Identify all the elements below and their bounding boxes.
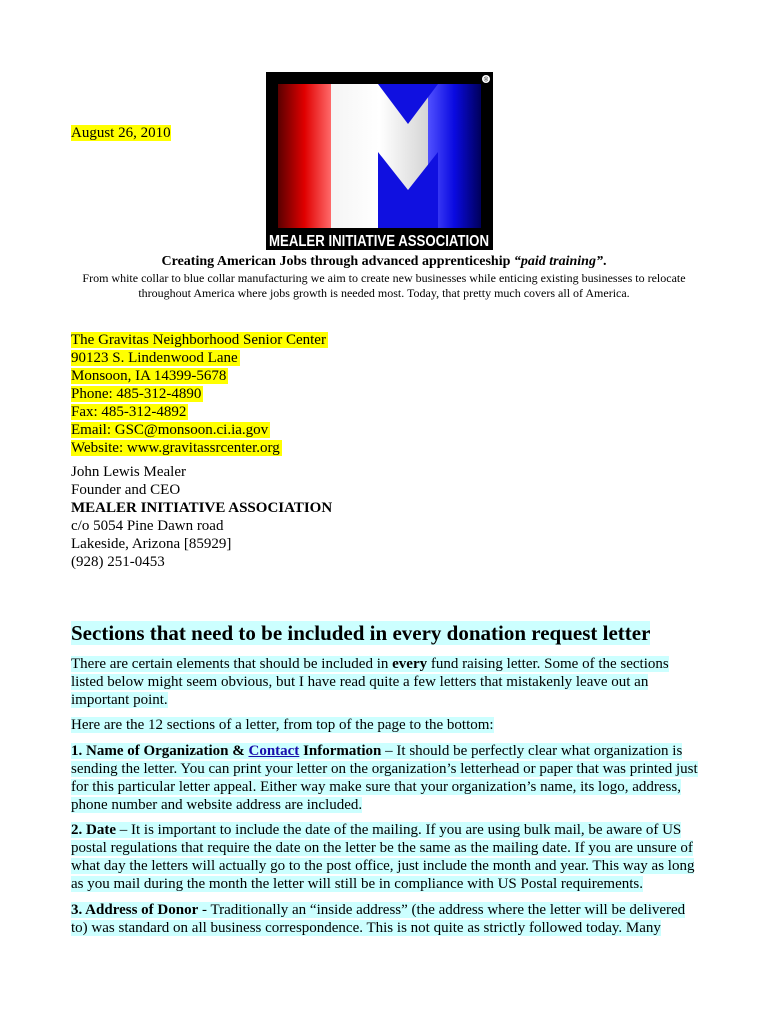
recipient-website: Website: www.gravitassrcenter.org [71,440,280,456]
item-3: 3. Address of Donor - Traditionally an “inside address” (the address where the letter will be delivered to) was standard on all business correspondence. This is not quite as strictly followed today. Many [71,902,686,936]
recipient-phone: Phone: 485-312-4890 [71,386,202,402]
sender-phone: (928) 251-0453 [71,554,165,570]
mission-description: From white collar to blue collar manufacturing we aim to create new businesses while enticing existing businesses to relocate throughout America where jobs growth is needed most. Today, that pretty much covers all of America. [82,271,686,300]
recipient-name: The Gravitas Neighborhood Senior Center [71,332,326,348]
letter-date: August 26, 2010 [71,125,171,141]
contact-link[interactable]: Contact [248,743,300,759]
item-1: 1. Name of Organization & Contact Information – It should be perfectly clear what organization is sending the letter. You can print your letter on the organization’s letterhead or paper that was printed just for this particular letter appeal. Either way make sure that your organization’s name, its logo, address, phone number and website address are included. [71,743,698,813]
recipient-address [71,331,328,457]
sender-address [71,463,332,571]
sender-street: c/o 5054 Pine Dawn road [71,518,224,534]
sender-org: MEALER INITIATIVE ASSOCIATION [71,500,333,516]
tagline: Creating American Jobs through advanced apprenticeship “paid training”. [161,254,607,269]
recipient-city: Monsoon, IA 14399-5678 [71,368,227,384]
recipient-street: 90123 S. Lindenwood Lane [71,350,238,366]
intro-paragraph: There are certain elements that should be included in every fund raising letter. Some of the sections listed below might seem obvious, but I have read quite a few letters that mistakenly leave out an important point. [71,656,669,708]
recipient-fax: Fax: 485-312-4892 [71,404,187,420]
svg-text:®: ® [483,77,489,84]
mealer-logo [266,72,493,250]
item-2: 2. Date – It is important to include the date of the mailing. If you are using bulk mail, be aware of US postal regulations that require the date on the letter be the same as the mailing date. If you are unsure of what day the letters will actually go to the post office, just include the month and year. This way as long as you mail during the month the letter will still be in compliance with US Postal requirements. [71,822,695,892]
section-heading: Sections that need to be included in every donation request letter [71,621,651,645]
sender-name: John Lewis Mealer [71,464,186,480]
recipient-email: Email: GSC@monsoon.ci.ia.gov [71,422,269,438]
logo-text: MEALER INITIATIVE ASSOCIATION [269,233,489,250]
sender-title: Founder and CEO [71,482,181,498]
sections-intro: Here are the 12 sections of a letter, from top of the page to the bottom: [71,717,494,733]
sender-city: Lakeside, Arizona [85929] [71,536,232,552]
